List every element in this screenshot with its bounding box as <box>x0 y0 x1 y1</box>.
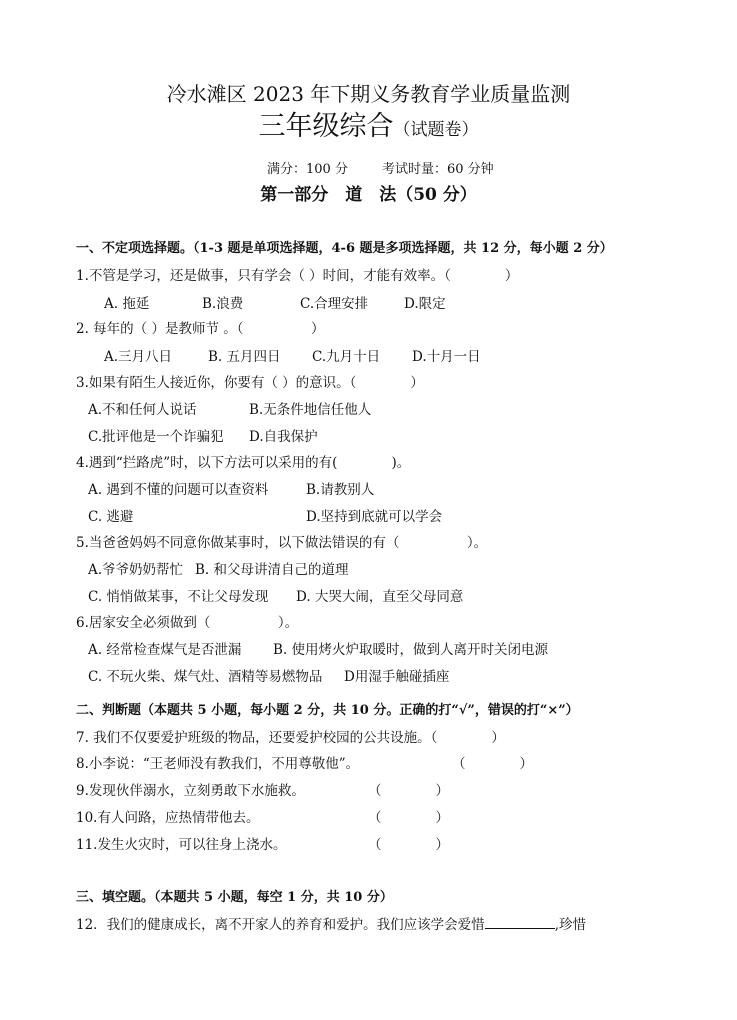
answer-paren: （ ） <box>452 756 533 772</box>
option-d: D用湿手触碰插座 <box>344 669 450 685</box>
question-12 <box>76 913 586 933</box>
option-c: C.批评他是一个诈骗犯 <box>88 429 224 445</box>
option-c: C. 悄悄做某事，不让父母发现 <box>88 589 269 605</box>
option-b: B.无条件地信任他人 <box>249 402 372 418</box>
full-score: 满分：100 分 <box>267 162 348 177</box>
question-11: 11.发生火灾时，可以往身上浇水。 <box>76 837 287 853</box>
option-a: A. 拖延 <box>104 296 150 312</box>
option-b: B.浪费 <box>202 296 244 312</box>
option-b: B. 和父母讲清自己的道理 <box>195 562 349 578</box>
option-c: C. 不玩火柴、煤气灶、酒精等易燃物品 <box>88 669 323 685</box>
answer-blank <box>485 916 555 929</box>
option-b: B.请教别人 <box>306 482 375 498</box>
option-a: A. 遇到不懂的问题可以查资料 <box>88 482 269 498</box>
option-d: D.限定 <box>404 296 446 312</box>
answer-paren: （ ） <box>368 837 449 853</box>
exam-subject-title <box>0 104 737 143</box>
option-c: C.合理安排 <box>300 296 369 312</box>
option-a: A. 经常检查煤气是否泄漏 <box>88 642 242 658</box>
question-3: 3.如果有陌生人接近你，你要有（ ）的意识。（ ） <box>76 375 424 391</box>
question-6: 6.居家安全必须做到（ ）。 <box>76 615 299 631</box>
answer-paren: （ ） <box>368 810 449 826</box>
part-heading: 第一部分 道 法（50 分） <box>260 185 477 205</box>
option-d: D. 大哭大闹，直至父母同意 <box>296 589 464 605</box>
section-heading: 二、判断题（本题共 5 小题，每小题 2 分，共 10 分。正确的打“√”，错误的打“×”） <box>76 703 579 718</box>
option-d: D.坚持到底就可以学会 <box>306 509 443 525</box>
question-10: 10.有人问路，应热情带他去。 <box>76 810 260 826</box>
option-a: A.不和任何人说话 <box>88 402 197 418</box>
option-b: B. 使用烤火炉取暖时，做到人离开时关闭电源 <box>273 642 549 658</box>
question-8: 8.小李说：“王老师没有教我们，不用尊敬他”。 <box>76 756 360 772</box>
option-a: A.爷爷奶奶帮忙 <box>88 562 184 578</box>
section-heading: 一、不定项选择题。（1-3 题是单项选择题，4-6 题是多项选择题，共 12 分，每小题 2 分） <box>76 241 613 256</box>
question-12-text-end: ,珍惜 <box>554 917 586 933</box>
paper-type: （试题卷） <box>393 120 479 140</box>
question-9: 9.发现伙伴溺水，立刻勇敢下水施救。 <box>76 783 305 799</box>
option-c: C.九月十日 <box>312 349 381 365</box>
option-d: D.自我保护 <box>249 429 318 445</box>
question-4: 4.遇到“拦路虎”时，以下方法可以采用的有( )。 <box>76 455 411 471</box>
option-d: D.十月一日 <box>412 349 481 365</box>
answer-paren: （ ） <box>368 783 449 799</box>
option-c: C. 逃避 <box>88 509 134 525</box>
question-5: 5.当爸爸妈妈不同意你做某事时，以下做法错误的有（ ）。 <box>76 535 488 551</box>
exam-title: 冷水滩区 2023 年下期义务教育学业质量监测 <box>166 82 571 106</box>
score-info <box>267 158 494 177</box>
question-2: 2. 每年的（ ）是教师节 。（ ） <box>76 321 325 337</box>
question-12-text: 12．我们的健康成长，离不开家人的养育和爱护。我们应该学会爱惜 <box>76 917 485 933</box>
exam-time: 考试时量：60 分钟 <box>381 162 494 177</box>
option-b: B. 五月四日 <box>208 349 281 365</box>
subject-name: 三年级综合 <box>258 111 394 142</box>
question-7: 7. 我们不仅要爱护班级的物品，还要爱护校园的公共设施。（ ） <box>76 730 505 746</box>
section-heading: 三、填空题。（本题共 5 小题，每空 1 分，共 10 分） <box>76 890 393 905</box>
question-1: 1.不管是学习，还是做事，只有学会（ ）时间，才能有效率。（ ） <box>76 268 519 284</box>
option-a: A.三月八日 <box>104 349 173 365</box>
